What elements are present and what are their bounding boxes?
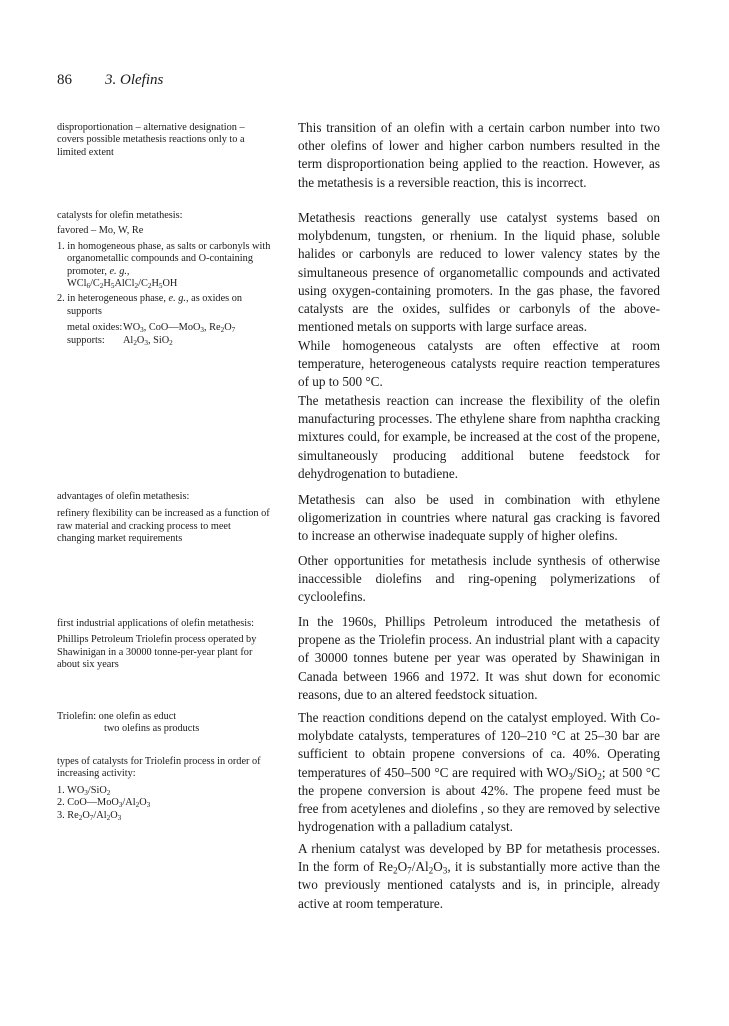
margin-note-disproportionation: disproportionation – alternative designation – covers possible metathesis reactions only to a limited extent bbox=[57, 122, 245, 158]
body-paragraph-2: Metathesis reactions generally use catalyst systems based on molybdenum, tungsten, or rhenium. In the liquid phase, soluble halides or carbonyls are reduced to lower valency states by the simultaneous presence of organometallic compounds and activated using oxygen-containing promoters. In the gas phase, the favored catalysts are the oxides, sulfides or carbonyls of the above-mentioned metals on supports with large surface areas. bbox=[298, 210, 660, 335]
supports-line: supports: $Al_2O_3$, SiO$_2$ bbox=[67, 334, 173, 347]
catalysts-item-2: 2. in heterogeneous phase, e. g., as oxides on supports bbox=[57, 293, 243, 317]
catalysts-item-1: 1. in homogeneous phase, as salts or carbonyls with organometallic compounds and O-containing promoter, e. g., $WCl_6/C_2H_5AlCl_2/C_2H_5OH$ bbox=[57, 240, 271, 290]
margin-note-advantages bbox=[57, 491, 271, 549]
body-paragraph-4: The metathesis reaction can increase the flexibility of the olefin manufacturing processes. The ethylene share from naphtha cracking mixtures could, for example, be increased at the cost of the propene, simultaneously producing additional butene feedstock for dehydrogenation to butadiene. bbox=[298, 393, 660, 481]
body-paragraph-5: Metathesis can also be used in combination with ethylene oligomerization in countries where natural gas cracking is favored to increase an otherwise inadequate supply of higher olefins. bbox=[298, 492, 660, 544]
catalysts-title: catalysts for olefin metathesis: bbox=[57, 210, 183, 221]
catalyst-type-1: 1. $WO_3/SiO_2$ bbox=[57, 784, 111, 797]
advantages-title: advantages of olefin metathesis: bbox=[57, 491, 190, 502]
page-number: 86 bbox=[57, 72, 72, 88]
catalyst-types-title: types of catalysts for Triolefin process in order of increasing activity: bbox=[57, 756, 261, 780]
page-header bbox=[57, 72, 163, 89]
body-paragraph-7: In the 1960s, Phillips Petroleum introduced the metathesis of propene as the Triolefin process. An industrial plant with a capacity of 30000 tonnes butene per year was operated by Shawinigan in Canada between 1966 and 1972. It was shut down for economic reasons, due to an altered feedstock situation. bbox=[298, 614, 660, 702]
triolefin-line-1: Triolefin: one olefin as educt bbox=[57, 711, 177, 722]
metal-oxides-line: metal $oxides:WO_3$, CoO—MoO$_3$, $Re_2O_7$ bbox=[67, 322, 236, 335]
chapter-title: 3. Olefins bbox=[105, 72, 164, 88]
margin-note-industrial bbox=[57, 618, 271, 675]
advantages-body: refinery flexibility can be increased as a function of raw material and cracking process to meet changing market requirements bbox=[57, 508, 270, 545]
triolefin-line-2: two olefins as products bbox=[104, 723, 200, 735]
body-paragraph-8: The reaction conditions depend on the catalyst employed. With Co-molybdate catalysts, temperatures of 120–210 °C at 25–30 bar are sufficient to obtain propene conversions of ca. 40%. Operating temperatures of 450–500 °C are required with $WO_3/SiO_2$; at 500 °C the propene conversion is about 42%. The propene feed must be free from acetylenes and diolefins , so they are removed by selective hydrogenation with a palladium catalyst. bbox=[298, 710, 660, 835]
catalysts-favored: favored – Mo, W, Re bbox=[57, 225, 144, 237]
catalyst-type-2: 2. $CoO—MoO_3/Al_2O_3$ bbox=[57, 797, 151, 810]
margin-note-catalysts bbox=[57, 210, 271, 347]
body-paragraph-1: This transition of an olefin with a certain carbon number into two other olefins of lower and higher carbon numbers resulted in the term disproportionation being applied to the reaction. However, as the metathesis is a reversible reaction, this is incorrect. bbox=[298, 120, 660, 190]
catalyst-type-3: 3. $Re_2O_7/Al_2O_3$ bbox=[57, 809, 122, 822]
body-paragraph-3: While homogeneous catalysts are often effective at room temperature, heterogeneous catalysts require reaction temperatures of up to 500 °C. bbox=[298, 338, 660, 390]
industrial-body: Phillips Petroleum Triolefin process operated by Shawinigan in a 30000 tonne-per-year plant for about six years bbox=[57, 634, 257, 671]
margin-note-catalyst-types bbox=[57, 756, 271, 822]
industrial-title: first industrial applications of olefin metathesis: bbox=[57, 618, 255, 629]
body-paragraph-9: A rhenium catalyst was developed by BP for metathesis processes. In the form of $Re_2O_7/Al_2O_3$, it is substantially more active than the two previously mentioned catalysts and is, in principle, already active at room temperature. bbox=[298, 841, 660, 911]
margin-note-triolefin bbox=[57, 711, 271, 736]
body-paragraph-6: Other opportunities for metathesis include synthesis of otherwise inaccessible diolefins and ring-opening polymerizations of cycloolefins. bbox=[298, 553, 660, 605]
